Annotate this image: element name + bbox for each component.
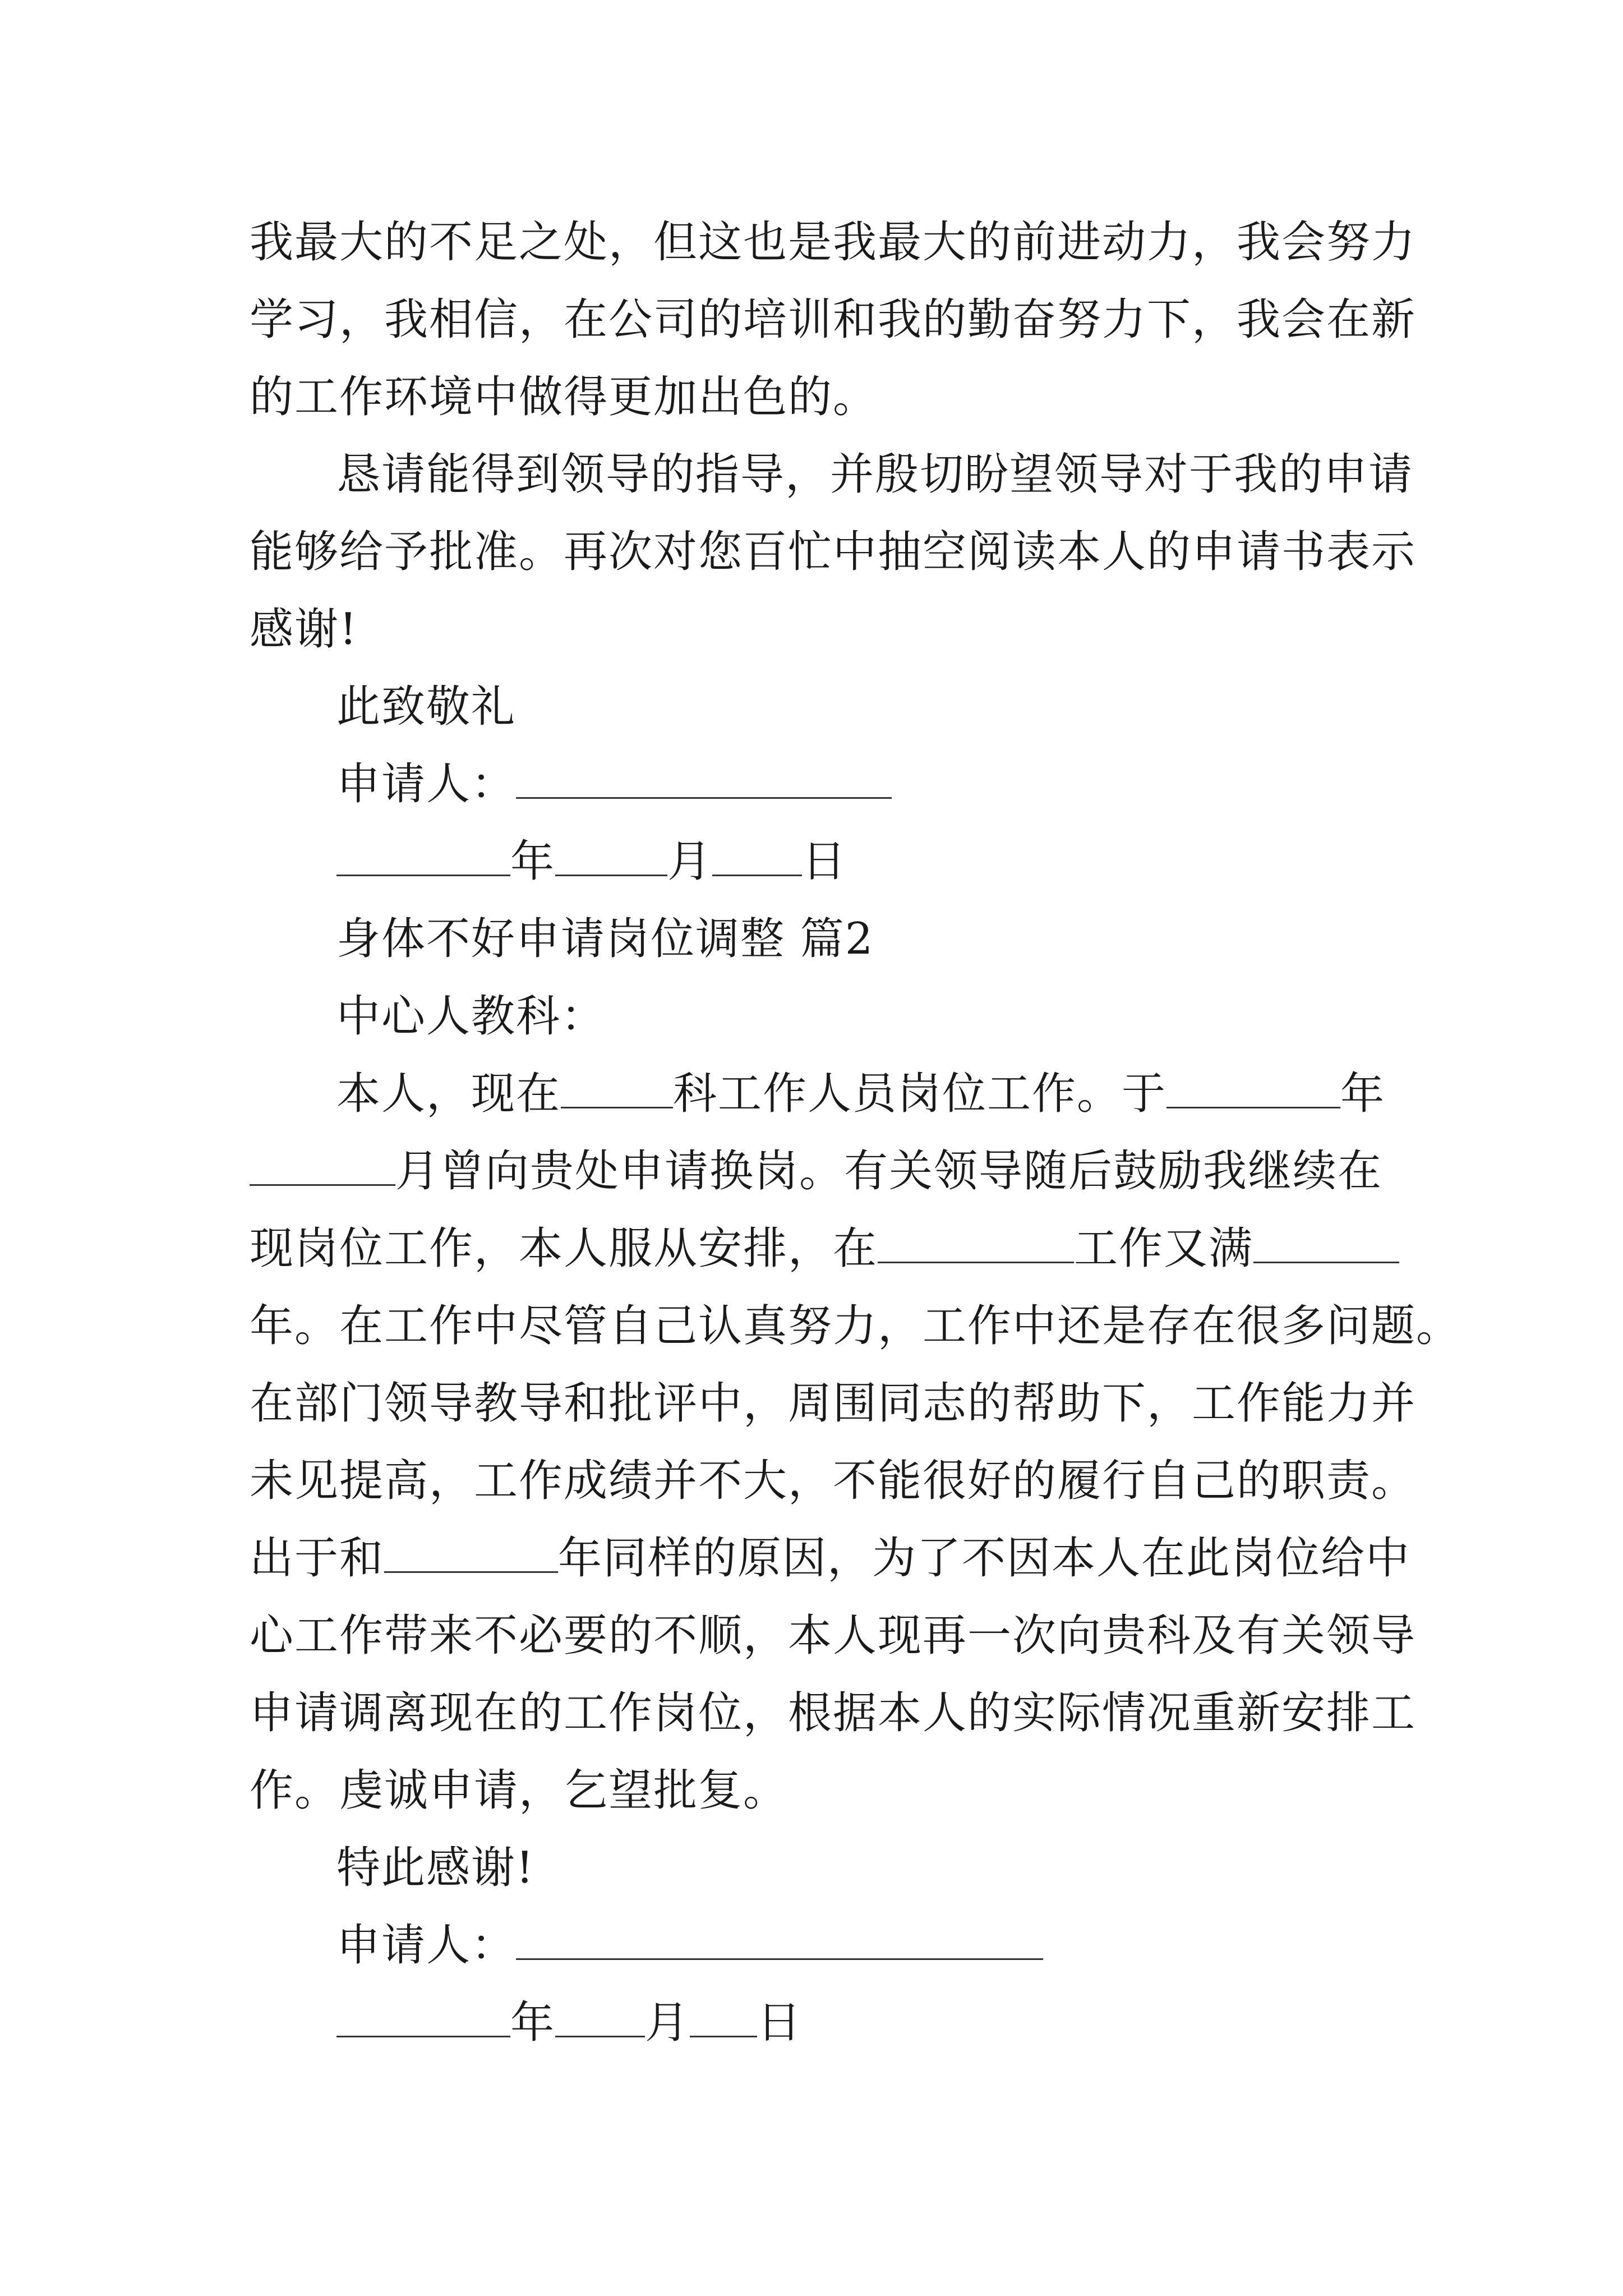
year-label: 年 bbox=[510, 836, 556, 887]
text-segment: 出于和 bbox=[250, 1533, 385, 1584]
paragraph-line: 年。在工作中尽管自己认真努力，工作中还是存在很多问题。 bbox=[250, 1301, 1461, 1351]
month-label: 月 bbox=[667, 836, 713, 887]
department-blank bbox=[561, 1068, 673, 1108]
addressee: 中心人教科： bbox=[336, 991, 606, 1042]
paragraph-line bbox=[250, 1143, 1382, 1199]
paragraph-line: 在部门领导教导和批评中，周围同志的帮助下，工作能力并 bbox=[250, 1378, 1417, 1429]
date-line bbox=[336, 1995, 802, 2051]
years-blank bbox=[1253, 1222, 1399, 1263]
text-segment: 月曾向贵处申请换岗。有关领导随后鼓励我继续在 bbox=[395, 1146, 1383, 1197]
paragraph-line: 恳请能得到领导的指导，并殷切盼望领导对于我的申请 bbox=[336, 449, 1414, 500]
day-label: 日 bbox=[802, 836, 847, 887]
position-blank bbox=[878, 1222, 1074, 1263]
year-blank bbox=[336, 835, 510, 876]
text-segment: 本人，现在 bbox=[336, 1069, 561, 1119]
text-segment: 年同样的原因，为了不因本人在此岗位给中 bbox=[558, 1533, 1411, 1584]
paragraph-line: 未见提高，工作成绩并不大，不能很好的履行自己的职责。 bbox=[250, 1456, 1417, 1506]
month-label: 月 bbox=[645, 1998, 690, 2048]
paragraph-line: 的工作环境中做得更加出色的。 bbox=[250, 372, 878, 422]
month-blank bbox=[250, 1145, 395, 1186]
paragraph-line: 申请调离现在的工作岗位，根据本人的实际情况重新安排工 bbox=[250, 1688, 1417, 1738]
paragraph-line bbox=[250, 1221, 1399, 1277]
month-blank bbox=[555, 835, 667, 876]
date-line bbox=[336, 834, 847, 890]
paragraph-line: 作。虔诚申请，乞望批复。 bbox=[250, 1765, 789, 1816]
closing-salutation: 此致敬礼 bbox=[336, 682, 517, 732]
year-blank bbox=[336, 1996, 510, 2037]
paragraph-line bbox=[250, 1530, 1410, 1586]
text-segment: 年 bbox=[1340, 1069, 1386, 1119]
paragraph-line: 心工作带来不必要的不顺，本人现再一次向贵科及有关领导 bbox=[250, 1611, 1417, 1661]
paragraph-line: 能够给予批准。再次对您百忙中抽空阅读本人的申请书表示 bbox=[250, 527, 1417, 577]
applicant-label: 申请人： bbox=[336, 1920, 517, 1971]
thanks-line: 特此感谢! bbox=[336, 1843, 535, 1893]
text-segment: 科工作人员岗位工作。于 bbox=[673, 1069, 1167, 1119]
applicant-name-blank bbox=[516, 1919, 1043, 1960]
year-label: 年 bbox=[510, 1998, 556, 2048]
paragraph-line: 学习，我相信，在公司的培训和我的勤奋努力下，我会在新 bbox=[250, 295, 1417, 345]
text-segment: 工作又满 bbox=[1074, 1223, 1254, 1274]
year-blank bbox=[384, 1532, 558, 1573]
paragraph-line: 我最大的不足之处，但这也是我最大的前进动力，我会努力 bbox=[250, 217, 1417, 268]
month-blank bbox=[555, 1996, 645, 2037]
applicant-line bbox=[336, 756, 892, 812]
year-blank bbox=[1166, 1068, 1340, 1108]
applicant-label: 申请人： bbox=[336, 759, 517, 809]
section-title: 身体不好申请岗位调整 篇2 bbox=[336, 914, 874, 964]
day-label: 日 bbox=[757, 1998, 803, 2048]
applicant-line bbox=[336, 1917, 1043, 1973]
text-segment: 现岗位工作，本人服从安排，在 bbox=[250, 1223, 878, 1274]
day-blank bbox=[690, 1996, 757, 2037]
paragraph-line: 感谢! bbox=[250, 604, 358, 655]
day-blank bbox=[712, 835, 802, 876]
paragraph-line bbox=[336, 1066, 1385, 1122]
applicant-name-blank bbox=[516, 758, 892, 799]
